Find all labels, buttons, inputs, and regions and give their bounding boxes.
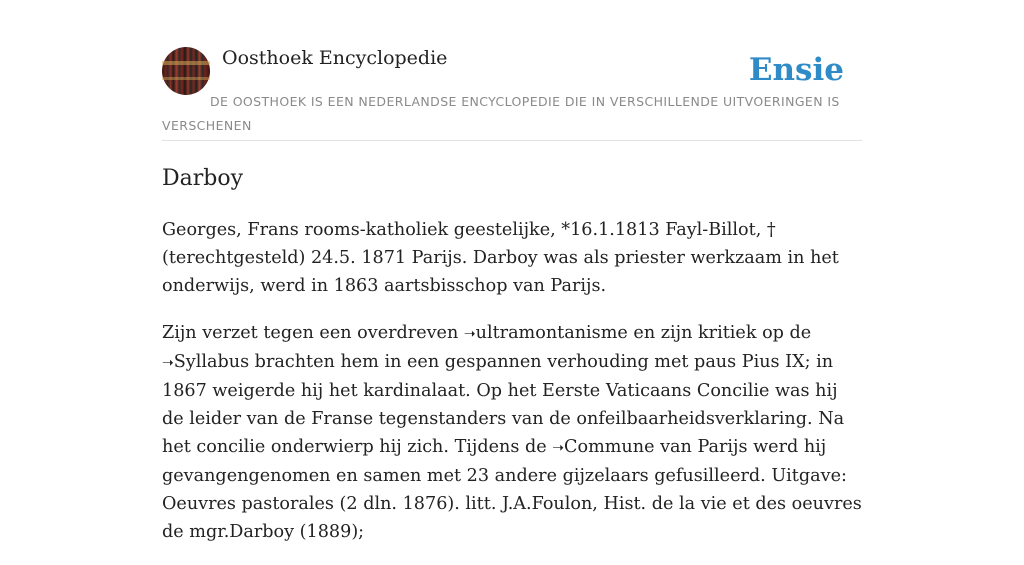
arrow-right-icon: ➝ xyxy=(162,355,174,371)
arrow-right-icon: ➝ xyxy=(552,440,565,456)
site-tagline: DE OOSTHOEK IS EEN NEDERLANDSE ENCYCLOPEDIE DIE IN VERSCHILLENDE UITVOERINGEN IS VERSCHENEN xyxy=(162,94,840,133)
paragraph-text: werd hij gevangengenomen en samen met 23 andere gijzelaars gefusilleerd. Uitgave: Oeuvres pastorales (2 dln. 1876). litt. J.A.Foulon, Hist. de la vie et des oeuvres de mgr.Darboy (1889); xyxy=(162,437,862,542)
paragraph-text: brachten hem in een gespannen verhouding met paus Pius IX; in 1867 weigerde hij het kardinalaat. Op het Eerste Vaticaans Concilie was hij de leider van de Franse tegenstanders van de onfeilbaarheidsverklaring. Na het concilie onderwierp hij zich. Tijdens de xyxy=(162,352,845,457)
site-logo-avatar[interactable] xyxy=(162,47,210,95)
article-body xyxy=(162,216,864,565)
link-label: ultramontanisme xyxy=(475,323,628,343)
article-title: Darboy xyxy=(162,166,244,191)
link-commune-van-parijs[interactable] xyxy=(552,437,747,457)
link-label: Syllabus xyxy=(173,352,250,372)
arrow-right-icon: ➝ xyxy=(463,326,476,342)
paragraph-text: en zijn kritiek op de xyxy=(627,323,812,343)
site-title[interactable]: Oosthoek Encyclopedie xyxy=(222,47,448,69)
article-paragraph-2 xyxy=(162,319,864,546)
link-label: Commune van Parijs xyxy=(564,437,748,457)
article-paragraph-1: Georges, Frans rooms-katholiek geestelijke, *16.1.1813 Fayl-Billot, † (terechtgesteld) 24.5. 1871 Parijs. Darboy was als priester werkzaam in het onderwijs, werd in 1863 aartsbisschop van Parijs. xyxy=(162,220,839,296)
link-ultramontanisme[interactable] xyxy=(464,323,628,343)
link-syllabus[interactable] xyxy=(162,352,249,372)
brand-logo[interactable]: Ensie xyxy=(748,52,844,88)
paragraph-text: Zijn verzet tegen een overdreven xyxy=(162,323,464,343)
site-header xyxy=(162,46,862,141)
